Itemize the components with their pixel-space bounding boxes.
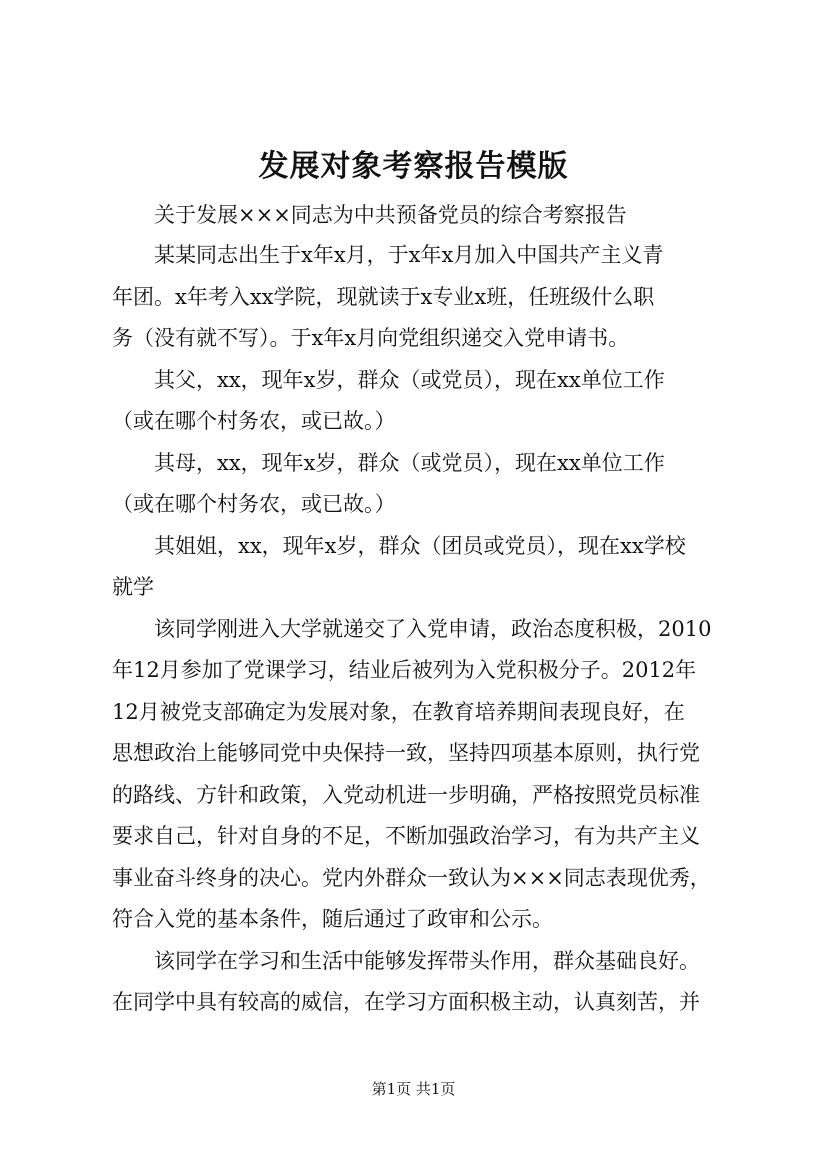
body-line: 年团。x年考入xx学院，现就读于x专业x班，任班级什么职 <box>112 285 655 309</box>
document-title: 发展对象考察报告模版 <box>258 149 569 184</box>
body-line-heading: 关于发展×××同志为中共预备党员的综合考察报告 <box>154 203 627 227</box>
body-line: 要求自己，针对自身的不足，不断加强政治学习，有为共产主义 <box>112 824 700 848</box>
page-footer: 第1页 共1页 <box>371 1080 456 1098</box>
body-line: （或在哪个村务农，或已故。） <box>112 409 396 433</box>
body-line: 该同学在学习和生活中能够发挥带头作用，群众基础良好。 <box>154 949 700 973</box>
body-line: 思想政治上能够同党中央保持一致，坚持四项基本原则，执行党 <box>112 741 700 765</box>
body-line: 其父，xx，现年x岁，群众（或党员），现在xx单位工作 <box>154 368 665 392</box>
body-line: 就学 <box>112 575 154 599</box>
body-line: 务（没有就不写）。于x年x月向党组织递交入党申请书。 <box>112 326 630 350</box>
body-line: （或在哪个村务农，或已故。） <box>112 492 396 516</box>
body-line: 年12月参加了党课学习，结业后被列为入党积极分子。2012年 <box>112 658 697 682</box>
body-line: 事业奋斗终身的决心。党内外群众一致认为×××同志表现优秀， <box>112 866 711 890</box>
body-line: 某某同志出生于x年x月，于x年x月加入中国共产主义青 <box>154 243 664 267</box>
body-line: 12月被党支部确定为发展对象，在教育培养期间表现良好，在 <box>112 700 685 724</box>
body-line: 其姐姐，xx，现年x岁，群众（团员或党员），现在xx学校 <box>154 534 686 558</box>
body-line: 在同学中具有较高的威信，在学习方面积极主动，认真刻苦，并 <box>112 990 700 1014</box>
body-line: 该同学刚进入大学就递交了入党申请，政治态度积极，2010 <box>154 617 712 641</box>
body-line: 的路线、方针和政策，入党动机进一步明确，严格按照党员标准 <box>112 783 700 807</box>
body-line: 符合入党的基本条件，随后通过了政审和公示。 <box>112 907 553 931</box>
body-line: 其母，xx，现年x岁，群众（或党员），现在xx单位工作 <box>154 451 665 475</box>
